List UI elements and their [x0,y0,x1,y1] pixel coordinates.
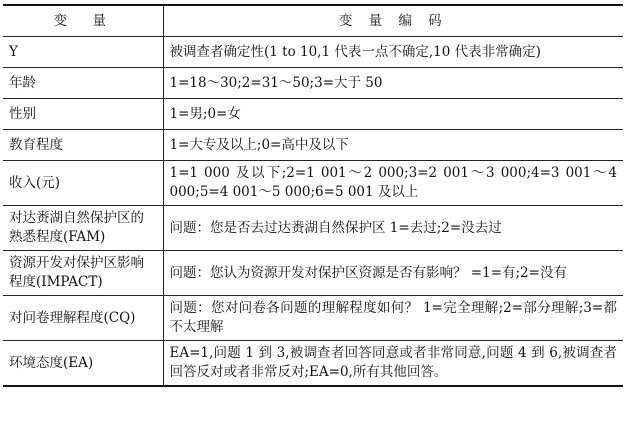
header-variable: 变 量 [3,5,163,37]
table-row [3,37,623,68]
variable-cell: 年龄 [3,68,163,99]
coding-cell: 被调查者确定性(1 to 10,1 代表一点不确定,10 代表非常确定) [163,37,623,68]
variable-cell: 对问卷理解程度(CQ) [3,296,163,341]
table-row [3,99,623,130]
coding-cell: 1=18～30;2=31～50;3=大于 50 [163,68,623,99]
table-row [3,296,623,341]
table-row [3,341,623,387]
variable-cell: 环境态度(EA) [3,341,163,387]
table-row [3,206,623,251]
variable-coding-table [3,4,623,387]
variable-cell: 性别 [3,99,163,130]
variable-cell: 对达赉湖自然保护区的熟悉程度(FAM) [3,206,163,251]
coding-cell: 问题：您是否去过达赉湖自然保护区 1=去过;2=没去过 [163,206,623,251]
coding-cell: 问题：您认为资源开发对保护区资源是否有影响？ =1=有;2=没有 [163,251,623,296]
coding-cell: 1=大专及以上;0=高中及以下 [163,130,623,161]
coding-cell: EA=1,问题 1 到 3,被调查者回答同意或者非常同意,问题 4 到 6,被调查者回答反对或者非常反对;EA=0,所有其他回答。 [163,341,623,387]
table-header-row [3,5,623,37]
table-row [3,68,623,99]
table-row [3,130,623,161]
table-row [3,251,623,296]
variable-cell: 收入(元) [3,161,163,206]
variable-cell: Y [3,37,163,68]
coding-cell: 1=1 000 及以下;2=1 001～2 000;3=2 001～3 000;4=3 001～4 000;5=4 001～5 000;6=5 001 及以上 [163,161,623,206]
table-row [3,161,623,206]
variable-cell: 教育程度 [3,130,163,161]
header-coding: 变 量 编 码 [163,5,623,37]
coding-cell: 问题：您对问卷各问题的理解程度如何？ 1=完全理解;2=部分理解;3=都不太理解 [163,296,623,341]
coding-cell: 1=男;0=女 [163,99,623,130]
variable-cell: 资源开发对保护区影响程度(IMPACT) [3,251,163,296]
